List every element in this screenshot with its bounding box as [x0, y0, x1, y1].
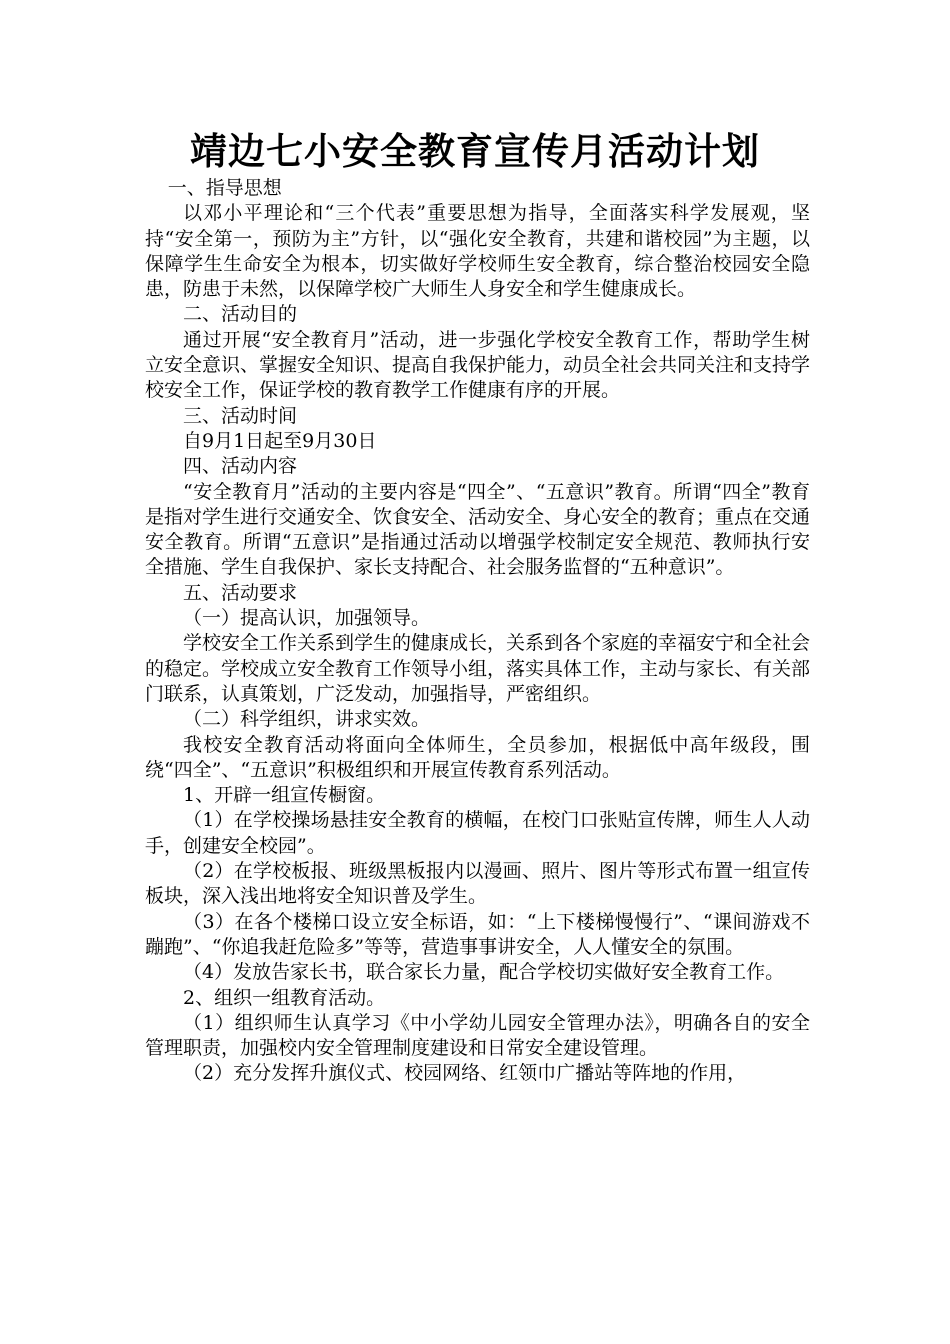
paragraph: 通过开展“安全教育月”活动，进一步强化学校安全教育工作，帮助学生树立安全意识、掌握安全知识、提高自我保护能力，动员全社会共同关注和支持学校安全工作，保证学校的教育教学工作健康有序的开展。 — [145, 328, 811, 402]
subheading: （二）科学组织，讲求实效。 — [183, 708, 431, 731]
paragraph: “安全教育月”活动的主要内容是“四全”、“五意识”教育。所谓“四全”教育是指对学生进行交通安全、饮食安全、活动安全、身心安全的教育；重点在交通安全教育。所谓“五意识”是指通过活动以增强学校制定安全规范、教师执行安全措施、学生自我保护、家长支持配合、社会服务监督的“五种意识”。 — [145, 480, 811, 579]
section-heading-activity-requirements: 五、活动要求 — [183, 581, 298, 604]
subheading: （一）提高认识，加强领导。 — [183, 607, 431, 630]
section-heading-activity-time: 三、活动时间 — [183, 404, 298, 427]
list-heading: 1、开辟一组宣传橱窗。 — [183, 784, 386, 807]
document-body — [145, 176, 810, 1087]
section-heading-guiding-ideology: 一、指导思想 — [167, 177, 282, 199]
document-title: 靖边七小安全教育宣传月活动计划 — [190, 129, 760, 173]
paragraph: 学校安全工作关系到学生的健康成长，关系到各个家庭的幸福安宁和全社会的稳定。学校成立安全教育工作领导小组，落实具体工作，主动与家长、有关部门联系，认真策划，广泛发动，加强指导，严密组织。 — [145, 632, 811, 705]
paragraph: 我校安全教育活动将面向全体师生，全员参加，根据低中高年级段，围绕“四全”、“五意识”积极组织和开展宣传教育系列活动。 — [145, 733, 810, 781]
list-item: （4）发放告家长书，联合家长力量，配合学校切实做好安全教育工作。 — [183, 961, 785, 984]
list-item: （3）在各个楼梯口设立安全标语，如：“上下楼梯慢慢行”、“课间游戏不蹦跑”、“你追我赶危险多”等等，营造事事讲安全，人人懂安全的氛围。 — [145, 910, 810, 958]
paragraph: 以邓小平理论和“三个代表”重要思想为指导，全面落实科学发展观，坚持“安全第一，预防为主”方针，以“强化安全教育，共建和谐校园”为主题，以保障学生生命安全为根本，切实做好学校师生安全教育，综合整治校园安全隐患，防患于未然，以保障学校广大师生人身安全和学生健康成长。 — [145, 202, 810, 301]
list-item: （2）充分发挥升旗仪式、校园网络、红领巾广播站等阵地的作用， — [183, 1062, 747, 1085]
list-item: （2）在学校板报、班级黑板报内以漫画、照片、图片等形式布置一组宣传板块，深入浅出地将安全知识普及学生。 — [145, 860, 810, 908]
section-heading-activity-purpose: 二、活动目的 — [183, 303, 298, 326]
list-heading: 2、组织一组教育活动。 — [183, 986, 386, 1009]
list-item: （1）在学校操场悬挂安全教育的横幅，在校门口张贴宣传牌，师生人人动手，创建安全校园”。 — [145, 809, 810, 857]
paragraph: 自9月1日起至9月30日 — [183, 429, 377, 452]
section-heading-activity-content: 四、活动内容 — [183, 455, 298, 478]
list-item: （1）组织师生认真学习《中小学幼儿园安全管理办法》，明确各自的安全管理职责，加强校内安全管理制度建设和日常安全建设管理。 — [145, 1011, 810, 1060]
